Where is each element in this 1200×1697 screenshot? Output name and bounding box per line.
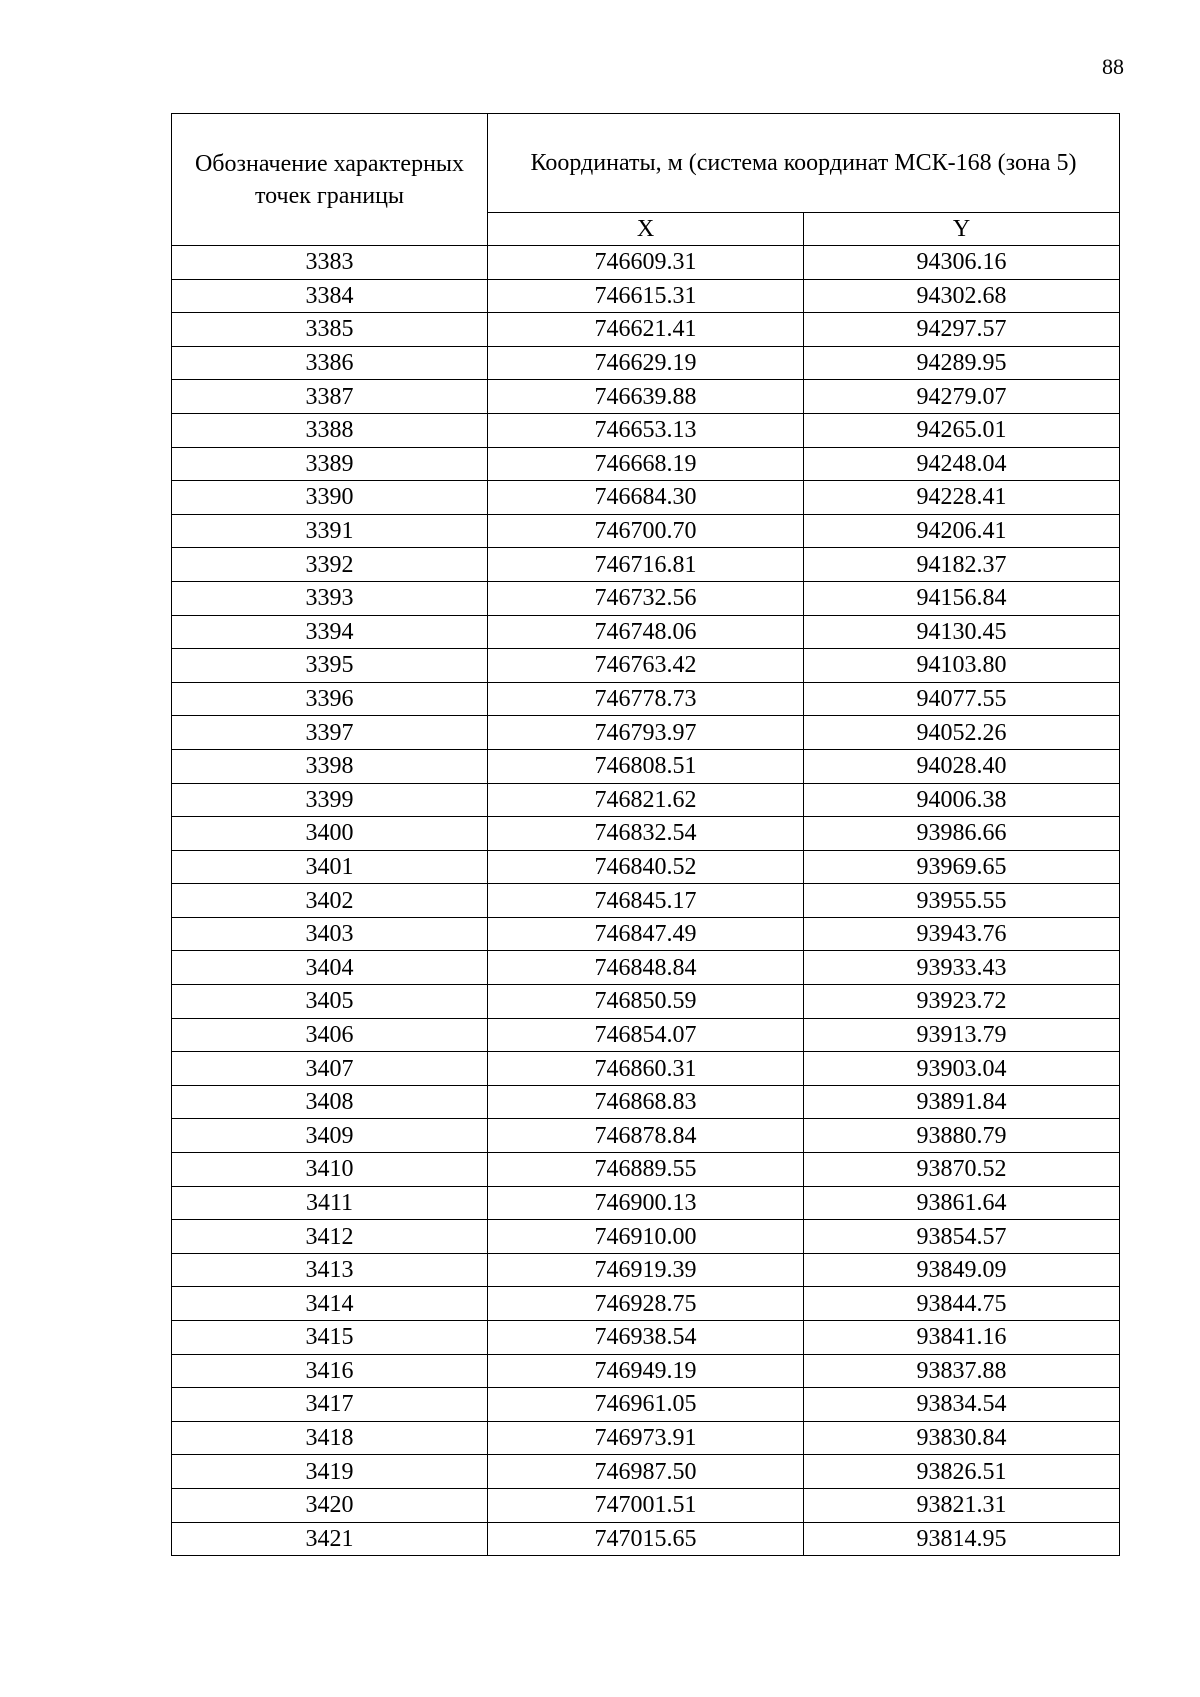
point-id-cell: 3400 bbox=[172, 817, 488, 851]
y-coordinate-cell: 94103.80 bbox=[804, 649, 1120, 683]
point-id-cell: 3403 bbox=[172, 917, 488, 951]
y-coordinate-cell: 93923.72 bbox=[804, 985, 1120, 1019]
table-row bbox=[172, 716, 1120, 750]
table-row bbox=[172, 1119, 1120, 1153]
y-coordinate-cell: 94006.38 bbox=[804, 783, 1120, 817]
point-id-cell: 3399 bbox=[172, 783, 488, 817]
x-coordinate-cell: 746821.62 bbox=[488, 783, 804, 817]
x-coordinate-cell: 746778.73 bbox=[488, 682, 804, 716]
header-coordinates: Координаты, м (система координат МСК-168 (зона 5) bbox=[488, 114, 1120, 213]
point-id-cell: 3398 bbox=[172, 749, 488, 783]
table-row bbox=[172, 1186, 1120, 1220]
x-coordinate-cell: 746910.00 bbox=[488, 1220, 804, 1254]
point-id-cell: 3389 bbox=[172, 447, 488, 481]
y-coordinate-cell: 94248.04 bbox=[804, 447, 1120, 481]
x-coordinate-cell: 746840.52 bbox=[488, 850, 804, 884]
x-coordinate-cell: 746615.31 bbox=[488, 279, 804, 313]
point-id-cell: 3394 bbox=[172, 615, 488, 649]
y-coordinate-cell: 93854.57 bbox=[804, 1220, 1120, 1254]
point-id-cell: 3411 bbox=[172, 1186, 488, 1220]
point-id-cell: 3396 bbox=[172, 682, 488, 716]
x-coordinate-cell: 746808.51 bbox=[488, 749, 804, 783]
y-coordinate-cell: 93841.16 bbox=[804, 1321, 1120, 1355]
point-id-cell: 3410 bbox=[172, 1153, 488, 1187]
table-row bbox=[172, 749, 1120, 783]
y-coordinate-cell: 93821.31 bbox=[804, 1488, 1120, 1522]
table-row bbox=[172, 850, 1120, 884]
y-coordinate-cell: 94306.16 bbox=[804, 246, 1120, 280]
table-row bbox=[172, 514, 1120, 548]
point-id-cell: 3401 bbox=[172, 850, 488, 884]
table-row bbox=[172, 1488, 1120, 1522]
x-coordinate-cell: 746845.17 bbox=[488, 884, 804, 918]
y-coordinate-cell: 93826.51 bbox=[804, 1455, 1120, 1489]
point-id-cell: 3408 bbox=[172, 1085, 488, 1119]
x-coordinate-cell: 746900.13 bbox=[488, 1186, 804, 1220]
y-coordinate-cell: 94279.07 bbox=[804, 380, 1120, 414]
table-row bbox=[172, 1455, 1120, 1489]
x-coordinate-cell: 746732.56 bbox=[488, 581, 804, 615]
header-x: X bbox=[488, 213, 804, 246]
point-id-cell: 3402 bbox=[172, 884, 488, 918]
y-coordinate-cell: 93969.65 bbox=[804, 850, 1120, 884]
table-header bbox=[172, 114, 1120, 246]
x-coordinate-cell: 746684.30 bbox=[488, 481, 804, 515]
x-coordinate-cell: 746850.59 bbox=[488, 985, 804, 1019]
table-row bbox=[172, 1354, 1120, 1388]
x-coordinate-cell: 746860.31 bbox=[488, 1052, 804, 1086]
table-row bbox=[172, 246, 1120, 280]
x-coordinate-cell: 746748.06 bbox=[488, 615, 804, 649]
point-id-cell: 3386 bbox=[172, 346, 488, 380]
x-coordinate-cell: 746609.31 bbox=[488, 246, 804, 280]
point-id-cell: 3417 bbox=[172, 1388, 488, 1422]
point-id-cell: 3414 bbox=[172, 1287, 488, 1321]
x-coordinate-cell: 746832.54 bbox=[488, 817, 804, 851]
table-row bbox=[172, 380, 1120, 414]
point-id-cell: 3412 bbox=[172, 1220, 488, 1254]
x-coordinate-cell: 746848.84 bbox=[488, 951, 804, 985]
table-body bbox=[172, 246, 1120, 1556]
y-coordinate-cell: 93814.95 bbox=[804, 1522, 1120, 1556]
point-id-cell: 3405 bbox=[172, 985, 488, 1019]
y-coordinate-cell: 94156.84 bbox=[804, 581, 1120, 615]
point-id-cell: 3407 bbox=[172, 1052, 488, 1086]
point-id-cell: 3416 bbox=[172, 1354, 488, 1388]
table-row bbox=[172, 481, 1120, 515]
table-row bbox=[172, 413, 1120, 447]
table-row bbox=[172, 1085, 1120, 1119]
point-id-cell: 3413 bbox=[172, 1253, 488, 1287]
table-row bbox=[172, 1220, 1120, 1254]
table-row bbox=[172, 1522, 1120, 1556]
point-id-cell: 3406 bbox=[172, 1018, 488, 1052]
y-coordinate-cell: 93880.79 bbox=[804, 1119, 1120, 1153]
x-coordinate-cell: 746928.75 bbox=[488, 1287, 804, 1321]
x-coordinate-cell: 746763.42 bbox=[488, 649, 804, 683]
x-coordinate-cell: 746961.05 bbox=[488, 1388, 804, 1422]
point-id-cell: 3421 bbox=[172, 1522, 488, 1556]
y-coordinate-cell: 94206.41 bbox=[804, 514, 1120, 548]
table-row bbox=[172, 1421, 1120, 1455]
table-row bbox=[172, 917, 1120, 951]
y-coordinate-cell: 93903.04 bbox=[804, 1052, 1120, 1086]
y-coordinate-cell: 93870.52 bbox=[804, 1153, 1120, 1187]
y-coordinate-cell: 94297.57 bbox=[804, 313, 1120, 347]
table-row bbox=[172, 649, 1120, 683]
point-id-cell: 3392 bbox=[172, 548, 488, 582]
point-id-cell: 3385 bbox=[172, 313, 488, 347]
table-row bbox=[172, 1321, 1120, 1355]
point-id-cell: 3397 bbox=[172, 716, 488, 750]
y-coordinate-cell: 93943.76 bbox=[804, 917, 1120, 951]
point-id-cell: 3409 bbox=[172, 1119, 488, 1153]
table-row bbox=[172, 1052, 1120, 1086]
point-id-cell: 3395 bbox=[172, 649, 488, 683]
table-row bbox=[172, 346, 1120, 380]
point-id-cell: 3404 bbox=[172, 951, 488, 985]
table-row bbox=[172, 447, 1120, 481]
y-coordinate-cell: 93986.66 bbox=[804, 817, 1120, 851]
x-coordinate-cell: 747001.51 bbox=[488, 1488, 804, 1522]
header-designation: Обозначение характерных точек границы bbox=[172, 114, 488, 246]
header-y: Y bbox=[804, 213, 1120, 246]
y-coordinate-cell: 93837.88 bbox=[804, 1354, 1120, 1388]
x-coordinate-cell: 746716.81 bbox=[488, 548, 804, 582]
table-row bbox=[172, 817, 1120, 851]
point-id-cell: 3420 bbox=[172, 1488, 488, 1522]
table-row bbox=[172, 682, 1120, 716]
x-coordinate-cell: 746668.19 bbox=[488, 447, 804, 481]
x-coordinate-cell: 746973.91 bbox=[488, 1421, 804, 1455]
x-coordinate-cell: 746987.50 bbox=[488, 1455, 804, 1489]
table-row bbox=[172, 985, 1120, 1019]
table-row bbox=[172, 581, 1120, 615]
x-coordinate-cell: 746847.49 bbox=[488, 917, 804, 951]
point-id-cell: 3387 bbox=[172, 380, 488, 414]
point-id-cell: 3418 bbox=[172, 1421, 488, 1455]
table-row bbox=[172, 1253, 1120, 1287]
table-row bbox=[172, 951, 1120, 985]
y-coordinate-cell: 93861.64 bbox=[804, 1186, 1120, 1220]
table-row bbox=[172, 548, 1120, 582]
x-coordinate-cell: 746793.97 bbox=[488, 716, 804, 750]
y-coordinate-cell: 93913.79 bbox=[804, 1018, 1120, 1052]
y-coordinate-cell: 93933.43 bbox=[804, 951, 1120, 985]
y-coordinate-cell: 94130.45 bbox=[804, 615, 1120, 649]
x-coordinate-cell: 746919.39 bbox=[488, 1253, 804, 1287]
y-coordinate-cell: 93834.54 bbox=[804, 1388, 1120, 1422]
y-coordinate-cell: 93830.84 bbox=[804, 1421, 1120, 1455]
point-id-cell: 3383 bbox=[172, 246, 488, 280]
y-coordinate-cell: 94228.41 bbox=[804, 481, 1120, 515]
table-row bbox=[172, 884, 1120, 918]
table-row bbox=[172, 1388, 1120, 1422]
y-coordinate-cell: 94077.55 bbox=[804, 682, 1120, 716]
point-id-cell: 3391 bbox=[172, 514, 488, 548]
point-id-cell: 3419 bbox=[172, 1455, 488, 1489]
y-coordinate-cell: 94289.95 bbox=[804, 346, 1120, 380]
point-id-cell: 3384 bbox=[172, 279, 488, 313]
point-id-cell: 3393 bbox=[172, 581, 488, 615]
y-coordinate-cell: 93955.55 bbox=[804, 884, 1120, 918]
x-coordinate-cell: 746949.19 bbox=[488, 1354, 804, 1388]
x-coordinate-cell: 746639.88 bbox=[488, 380, 804, 414]
point-id-cell: 3415 bbox=[172, 1321, 488, 1355]
x-coordinate-cell: 747015.65 bbox=[488, 1522, 804, 1556]
y-coordinate-cell: 93891.84 bbox=[804, 1085, 1120, 1119]
table-row bbox=[172, 783, 1120, 817]
x-coordinate-cell: 746878.84 bbox=[488, 1119, 804, 1153]
x-coordinate-cell: 746653.13 bbox=[488, 413, 804, 447]
x-coordinate-cell: 746700.70 bbox=[488, 514, 804, 548]
table-row bbox=[172, 313, 1120, 347]
y-coordinate-cell: 93849.09 bbox=[804, 1253, 1120, 1287]
table-row bbox=[172, 279, 1120, 313]
x-coordinate-cell: 746621.41 bbox=[488, 313, 804, 347]
y-coordinate-cell: 94028.40 bbox=[804, 749, 1120, 783]
y-coordinate-cell: 94265.01 bbox=[804, 413, 1120, 447]
y-coordinate-cell: 94302.68 bbox=[804, 279, 1120, 313]
x-coordinate-cell: 746889.55 bbox=[488, 1153, 804, 1187]
table-row bbox=[172, 1287, 1120, 1321]
y-coordinate-cell: 94052.26 bbox=[804, 716, 1120, 750]
point-id-cell: 3390 bbox=[172, 481, 488, 515]
y-coordinate-cell: 93844.75 bbox=[804, 1287, 1120, 1321]
table-row bbox=[172, 1018, 1120, 1052]
x-coordinate-cell: 746854.07 bbox=[488, 1018, 804, 1052]
x-coordinate-cell: 746868.83 bbox=[488, 1085, 804, 1119]
coordinates-table bbox=[171, 113, 1120, 1556]
table-row bbox=[172, 615, 1120, 649]
point-id-cell: 3388 bbox=[172, 413, 488, 447]
x-coordinate-cell: 746938.54 bbox=[488, 1321, 804, 1355]
y-coordinate-cell: 94182.37 bbox=[804, 548, 1120, 582]
x-coordinate-cell: 746629.19 bbox=[488, 346, 804, 380]
page-number: 88 bbox=[1102, 54, 1124, 79]
table-row bbox=[172, 1153, 1120, 1187]
